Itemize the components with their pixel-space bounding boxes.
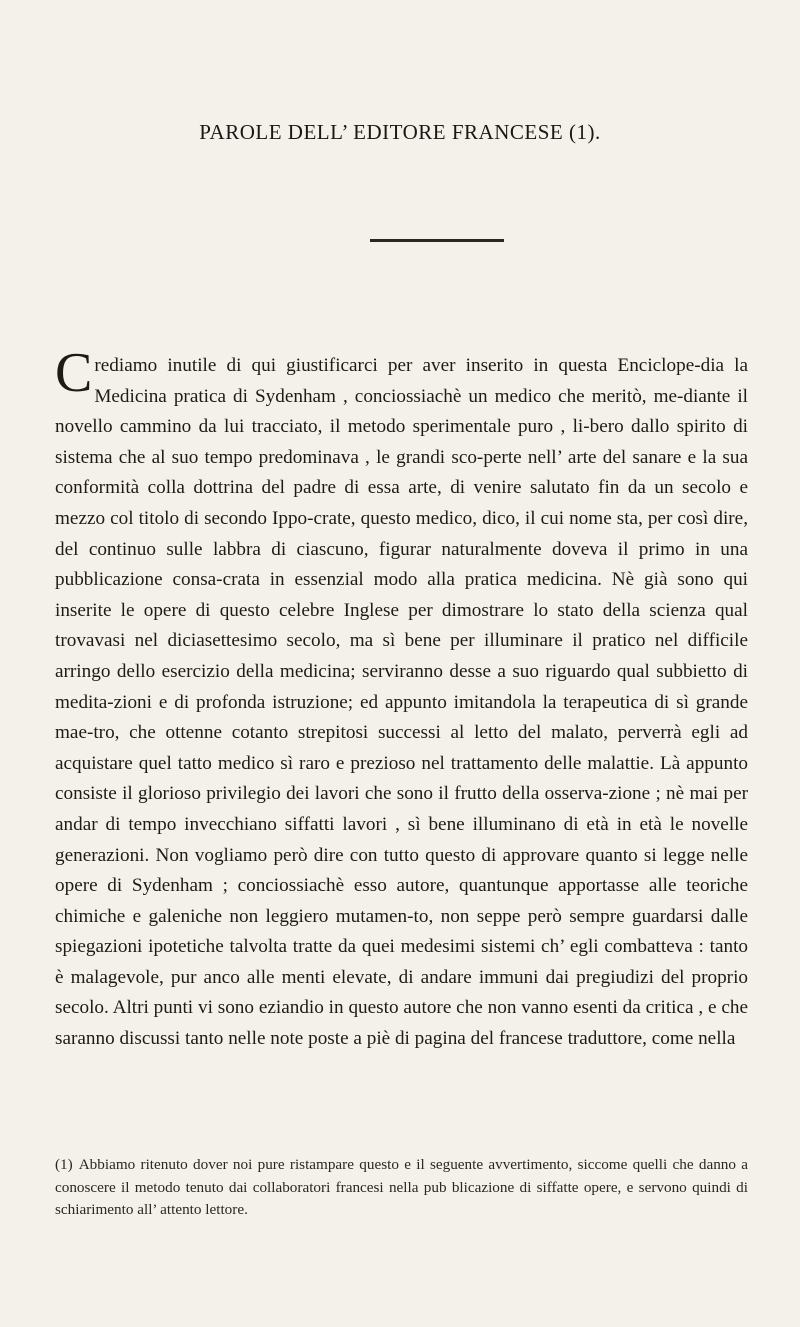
drop-cap: C (55, 342, 93, 404)
page-title: PAROLE DELL’ EDITORE FRANCESE (1). (199, 120, 601, 144)
footnote-mark: (1) (55, 1156, 73, 1173)
main-paragraph (55, 342, 748, 1055)
title-divider (370, 239, 504, 242)
paragraph-text: rediamo inutile di qui giustificarci per aver inserito in questa Enciclope-dia la Medicina pratica di Sydenham , conciossiachè un medico che meritò, me-diante il novello cammino da lui tracciato, il metodo sperimentale puro , li-bero dallo spirito di sistema che al suo tempo predominava , le grandi sco-perte nell’ arte del sanare e la sua conformità colla dottrina del padre di essa arte, di venire salutato fin da un secolo e mezzo col titolo di secondo Ippo-crate, questo medico, dico, il cui nome sta, per così dire, del continuo sulle labbra di ciascuno, figurar naturalmente doveva il primo in una pubblicazione consa-crata in essenzial modo alla pratica medicina. Nè già sono qui inserite le opere di questo celebre Inglese per dimostrare lo stato della scienza qual trovavasi nel diciasettesimo secolo, ma sì bene per illuminare il pratico nel difficile arringo dello esercizio della medicina; serviranno desse a suo riguardo qual subbietto di medita-zioni e di profonda istruzione; ed appunto imitandola la terapeutica di sì grande mae-tro, che ottenne cotanto strepitosi successi al letto del malato, perverrà egli ad acquistare quel tatto medico sì raro e prezioso nel trattamento delle malattie. Là appunto consiste il glorioso privilegio dei lavori che sono il frutto della osserva-zione ; nè mai per andar di tempo invecchiano siffatti lavori , sì bene illuminano di età in età le novelle generazioni. Non vogliamo però dire con tutto questo di approvare quanto si legge nelle opere di Sydenham ; conciossiachè esso autore, quantunque apportasse alle teoriche chimiche e galeniche non leggiero mutamen-to, non seppe però sempre guardarsi dalle spiegazioni ipotetiche talvolta tratte da quei medesimi sistemi ch’ egli combatteva : tanto è malagevole, pur anco alle menti elevate, di andare immuni dai pregiudizi del proprio secolo. Altri punti vi sono eziandio in questo autore che non vanno esenti da critica , e che saranno discussi tanto nelle note poste a piè di pagina del francese traduttore, come nella (55, 355, 748, 1050)
footnote-text: Abbiamo ritenuto dover noi pure ristampare questo e il seguente avvertimento, siccome quelli che danno a conoscere il metodo tenuto dai collaboratori francesi nella pub blicazione di siffatte opere, e servono quindi di schiarimento all’ attento lettore. (55, 1156, 748, 1218)
footnote (55, 1154, 748, 1222)
